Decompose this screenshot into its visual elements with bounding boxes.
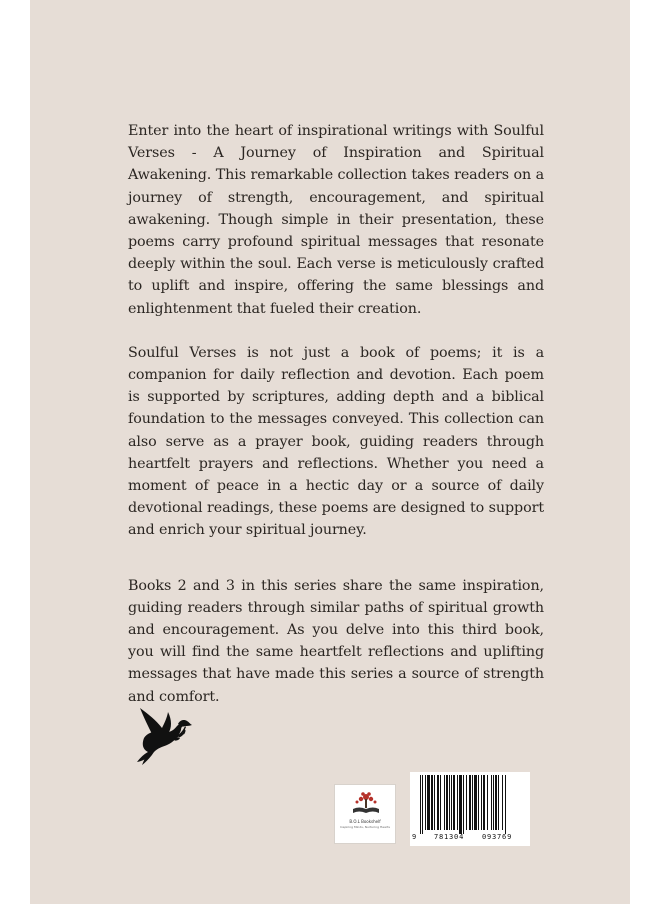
barcode-bar bbox=[425, 775, 426, 830]
barcode-bar bbox=[469, 775, 471, 830]
publisher-name: B.O.L Bookshelf bbox=[349, 819, 381, 824]
barcode-bar bbox=[498, 775, 499, 830]
back-cover bbox=[30, 0, 630, 904]
barcode-bar bbox=[505, 775, 506, 834]
paragraph-intro: Enter into the heart of inspirational writings with Soulful Verses - A Journey of Inspiration and Spiritual Awakening. This remarkable collection takes readers on a journey of strength, encouragement, and spiritual awakening. Though simple in their presentation, these poems carry profound spiritual messages that resonate deeply within the soul. Each verse is meticulously crafted to uplift and inspire, offering the same blessings and enlightenment that fueled their creation. bbox=[128, 123, 544, 317]
barcode-bar bbox=[453, 775, 455, 830]
barcode-bar bbox=[437, 775, 439, 830]
barcode-digits bbox=[410, 832, 530, 844]
barcode-bars bbox=[410, 772, 530, 834]
barcode-bar bbox=[434, 775, 435, 830]
paragraph-companion: Soulful Verses is not just a book of poems; it is a companion for daily reflection and devotion. Each poem is supported by scriptures, adding depth and a biblical foundation to the messages conveyed. This collection can also serve as a prayer book, guiding readers through heartfelt prayers and reflections. Whether you need a moment of peace in a hectic day or a source of daily devotional readings, these poems are designed to support and enrich your spiritual journey. bbox=[128, 344, 544, 539]
barcode-bar bbox=[422, 775, 423, 834]
barcode-bar bbox=[481, 775, 482, 830]
publisher-logo bbox=[334, 784, 396, 844]
barcode-bar bbox=[449, 775, 450, 830]
barcode-bar bbox=[440, 775, 441, 830]
barcode-bar bbox=[444, 775, 445, 830]
barcode-bar bbox=[474, 775, 477, 830]
publisher-tagline: Inspiring Minds, Nurturing Hearts bbox=[340, 825, 390, 829]
barcode-bar bbox=[483, 775, 485, 830]
barcode-bar bbox=[463, 775, 464, 834]
barcode-bar bbox=[487, 775, 488, 830]
barcode-bar bbox=[427, 775, 430, 830]
barcode-bar bbox=[457, 775, 458, 830]
barcode-bar bbox=[472, 775, 473, 830]
barcode-bar bbox=[451, 775, 452, 830]
barcode-lead-digit: 9 bbox=[412, 833, 417, 841]
barcode-right-digits: 093769 bbox=[482, 833, 513, 841]
barcode-bar bbox=[459, 775, 462, 834]
barcode-bar bbox=[478, 775, 479, 830]
barcode-bar bbox=[493, 775, 494, 830]
barcode-bar bbox=[491, 775, 492, 830]
book-tree-icon bbox=[335, 785, 397, 819]
dove-icon bbox=[134, 704, 194, 768]
barcode-left-digits: 781304 bbox=[434, 833, 465, 841]
barcode-bar bbox=[446, 775, 448, 830]
barcode-bar bbox=[495, 775, 497, 830]
barcode-bar bbox=[502, 775, 503, 830]
blurb-text bbox=[128, 120, 544, 708]
paragraph-series: Books 2 and 3 in this series share the same inspiration, guiding readers through similar paths of spiritual growth and encouragement. As you delve into this third book, you will find the same heartfelt reflections and uplifting messages that have made this series a source of strength and comfort. bbox=[128, 577, 544, 705]
barcode-bar bbox=[431, 775, 433, 830]
barcode-bar bbox=[466, 775, 467, 830]
isbn-barcode bbox=[410, 772, 530, 846]
barcode-bar bbox=[420, 775, 421, 834]
